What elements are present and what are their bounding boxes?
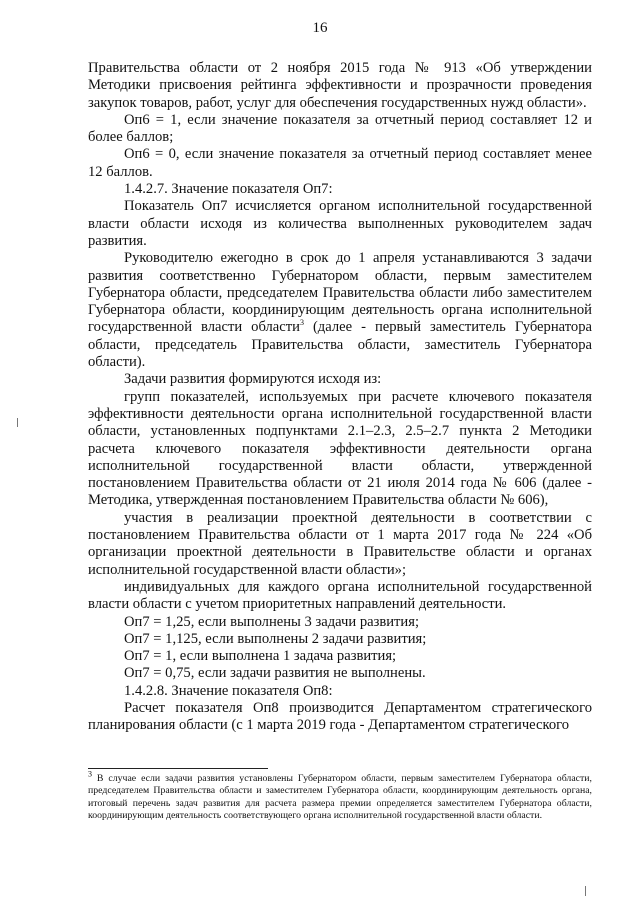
paragraph: Оп6 = 0, если значение показателя за отчетный период составляет менее 12 баллов. <box>88 146 592 180</box>
section-heading: 1.4.2.7. Значение показателя Оп7: <box>124 181 333 198</box>
paragraph: Задачи развития формируются исходя из: <box>124 371 382 388</box>
document-body <box>88 60 592 735</box>
list-item: групп показателей, используемых при расчете ключевого показателя эффективности деятельности органа исполнительной государственной власти области, установленных подпунктами 2.1–2.3, 2.5–2.7 пункта 2 Методики расчета ключевого показателя эффективности деятельности органа исполнительной государственной власти области, утвержденной постановлением Правительства области от 21 июля 2014 года № 606 (далее - Методика, утвержденная постановлением Правительства области № 606), <box>88 388 592 509</box>
formula-line: Оп7 = 0,75, если задачи развития не выполнены. <box>124 665 426 682</box>
paragraph: Правительства области от 2 ноября 2015 года № 913 «Об утверждении Методики присвоения рейтинга эффективности и прозрачности проведения закупок товаров, работ, услуг для обеспечения государственных нужд области». <box>88 60 592 111</box>
footnote-text: В случае если задачи развития установлены Губернатором области, первым заместителем Губернатора области, председателем Правительства области и заместителем Губернатора области, координирующим деятельность органа, итоговый перечень задач развития для расчета размера премии определяется заместителем Губернатора области, координирующим деятельность соответствующего органа исполнительной государственной власти области. <box>88 773 592 822</box>
paragraph: Расчет показателя Оп8 производится Департаментом стратегического планирования области (с 1 марта 2019 года - Департаментом стратегического <box>88 699 592 734</box>
formula-line: Оп7 = 1,125, если выполнены 2 задачи развития; <box>124 630 427 647</box>
footnote-marker: 3 <box>88 769 92 779</box>
footnote <box>88 769 592 823</box>
scan-mark <box>585 886 586 896</box>
formula-line: Оп7 = 1,25, если выполнены 3 задачи развития; <box>124 613 420 630</box>
paragraph: Оп6 = 1, если значение показателя за отчетный период составляет 12 и более баллов; <box>88 111 592 146</box>
list-item: индивидуальных для каждого органа исполнительной государственной власти области с учетом приоритетных направлений деятельности. <box>88 578 592 613</box>
paragraph: Руководителю ежегодно в срок до 1 апреля устанавливаются 3 задачи развития соответственно Губернатором области, первым заместителем Губернатора области, председателем Правительства области либо заместителем Губернатора области, координирующим деятельность органа исполнительной государственной власти области$^3$ (далее - первый заместитель Губернатора области, председатель Правительства области, заместитель Губернатора области). <box>88 250 592 371</box>
footnote-reference[interactable]: 3 <box>299 318 304 328</box>
formula-line: Оп7 = 1, если выполнена 1 задача развития; <box>124 648 397 665</box>
footnote-separator <box>88 768 268 769</box>
page-number: 16 <box>312 20 328 36</box>
section-heading: 1.4.2.8. Значение показателя Оп8: <box>124 682 333 699</box>
scan-mark <box>17 418 18 427</box>
paragraph: Показатель Оп7 исчисляется органом исполнительной государственной власти области исходя из количества выполненных руководителем задач развития. <box>88 198 592 249</box>
list-item: участия в реализации проектной деятельности в соответствии с постановлением Правительства области от 1 марта 2017 года № 224 «Об организации проектной деятельности в Правительстве области и органах исполнительной государственной власти области»; <box>88 509 592 578</box>
